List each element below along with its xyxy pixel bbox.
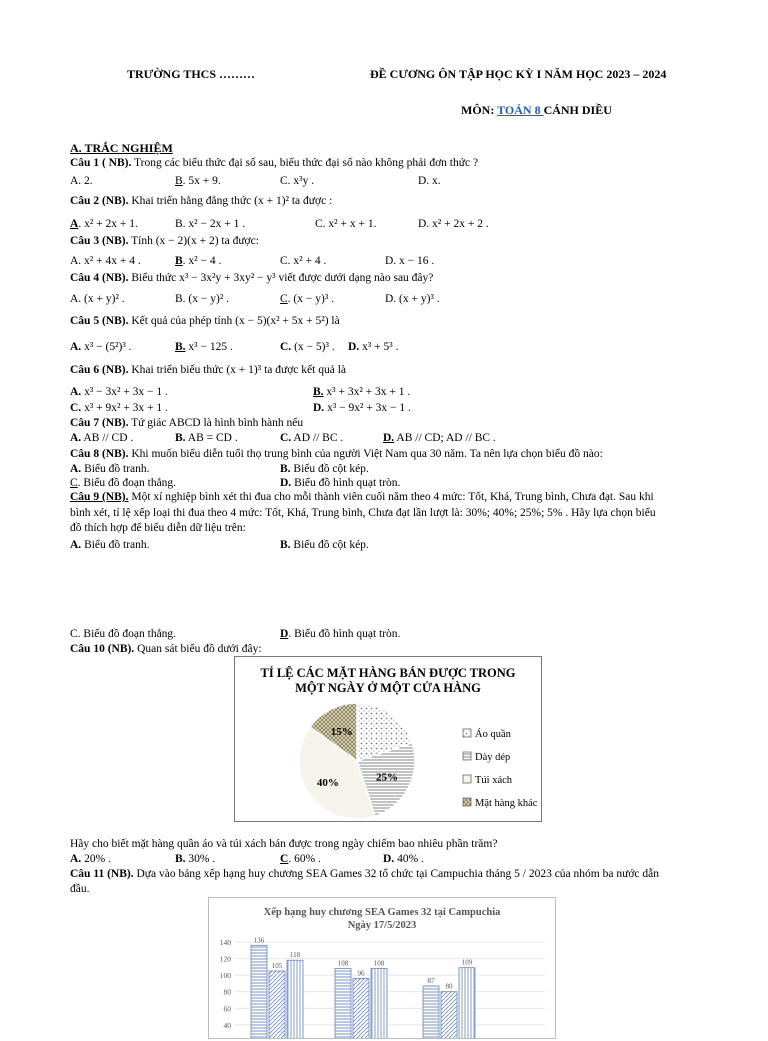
bar-value-label: 136 — [253, 936, 265, 945]
bar-mark — [335, 969, 351, 1038]
q7-opt-b — [175, 432, 238, 444]
subject-line — [461, 103, 612, 118]
subject-link[interactable]: TOÁN 8 — [497, 103, 544, 117]
q6-opt-d — [313, 402, 411, 414]
q7-c-text: AD // BC . — [291, 432, 344, 444]
q4-opt-a: A. (x + y)² . — [70, 293, 125, 305]
q8-opt-d — [280, 477, 400, 489]
q7-a-text: AB // CD . — [81, 432, 134, 444]
q8-stem — [70, 448, 603, 460]
q7-stem — [70, 417, 303, 429]
q3-opt-a: A. x² + 4x + 4 . — [70, 255, 141, 267]
q7-d-letter: D. — [383, 432, 395, 444]
q2-stem — [70, 195, 332, 207]
pie-legend-label: Áo quần — [475, 729, 511, 740]
q5-d-text: x³ + 5³ . — [359, 341, 399, 353]
q6-c-text: x³ + 9x² + 3x + 1 . — [81, 402, 168, 414]
q3-b-letter: B — [175, 255, 183, 267]
q6-d-letter: D. — [313, 402, 325, 414]
bar-mark — [459, 968, 475, 1038]
subject-prefix: MÔN: — [461, 103, 498, 117]
q6-label: Câu 6 (NB). — [70, 364, 129, 376]
q6-a-letter: A. — [70, 386, 82, 398]
bar-ytick-label: 100 — [219, 971, 231, 981]
q11-text-line1: Dựa vào bảng xếp hạng huy chương SEA Games 32 tổ chức tại Campuchia tháng 5 / 2023 của nhóm ba nước dẫn — [133, 868, 659, 880]
q5-a-text: x³ − (5²)³ . — [81, 341, 132, 353]
school-name: TRƯỜNG THCS ……… — [127, 67, 256, 81]
q2-opt-c: C. x² + x + 1. — [315, 218, 377, 230]
q5-opt-d — [348, 341, 398, 353]
bar-mark — [441, 992, 457, 1038]
pie-slice-label: 15% — [330, 726, 353, 739]
bar-value-label: 105 — [271, 962, 283, 970]
q6-c-letter: C. — [70, 402, 82, 414]
q4-opt-d: D. (x + y)³ . — [385, 293, 440, 305]
q1-b-text: . 5x + 9. — [182, 175, 221, 187]
q7-b-text: AB = CD . — [185, 432, 238, 444]
q2-opt-d: D. x² + 2x + 2 . — [418, 218, 489, 230]
q4-c-letter: C — [280, 293, 288, 305]
q9-stem-line2: bình xét, tỉ lệ xếp loại thi đua theo 4 mức: Tốt, Khá, Trung bình, Chưa đạt lần lượt là: 30%; 40%; 25%; 5% . Hãy lựa chọn biểu — [70, 507, 656, 519]
bar-ytick-label: 140 — [219, 938, 231, 947]
bar-mark — [371, 969, 387, 1038]
pie-chart — [235, 657, 541, 821]
q5-opt-a — [70, 341, 132, 353]
q1-b-letter: B — [175, 175, 183, 187]
q10-b-text: 30% . — [185, 853, 216, 865]
bar-mark — [423, 986, 439, 1038]
q10-opt-c — [280, 853, 321, 865]
bar-value-label: 96 — [357, 969, 365, 978]
q9-stem-line1 — [70, 491, 654, 503]
q10-a-letter: A. — [70, 853, 82, 865]
q10-label: Câu 10 (NB). — [70, 643, 135, 655]
q2-a-letter: A — [70, 218, 79, 230]
q5-b-text: x³ − 125 . — [185, 341, 233, 353]
bar-value-label: 118 — [289, 951, 301, 960]
bar-chart-frame — [208, 897, 556, 1039]
q1-stem — [70, 157, 478, 169]
bar-mark — [353, 978, 369, 1038]
bar-value-label: 80 — [445, 982, 453, 991]
q3-label: Câu 3 (NB). — [70, 235, 129, 247]
q11-stem-line2: đầu. — [70, 883, 90, 895]
q8-a-text: Biểu đồ tranh. — [81, 463, 150, 475]
q10-b-letter: B. — [175, 853, 186, 865]
q9-text-line1: Một xí nghiệp bình xét thi đua cho mỗi thành viên cuối năm theo 4 mức: Tốt, Khá, Trung bình, Chưa đạt. Sau khi — [128, 491, 654, 503]
q3-text: Tính (x − 2)(x + 2) ta được: — [128, 235, 259, 247]
q6-b-text: x³ + 3x² + 3x + 1 . — [323, 386, 411, 398]
q1-opt-c: C. x³y . — [280, 175, 315, 187]
q7-d-text: AB // CD; AD // BC . — [394, 432, 496, 444]
pie-legend-label: Túi xách — [475, 775, 513, 786]
section-a-heading: A. TRẮC NGHIỆM — [70, 141, 173, 155]
q3-stem — [70, 235, 259, 247]
bar-value-label: 108 — [337, 959, 349, 968]
q5-opt-c — [280, 341, 335, 353]
q9-opt-d — [280, 628, 400, 640]
q6-opt-c — [70, 402, 168, 414]
q10-d-text: 40% . — [394, 853, 424, 865]
q8-c-text: . Biểu đồ đoạn thẳng. — [77, 477, 177, 489]
q7-b-letter: B. — [175, 432, 186, 444]
q7-a-letter: A. — [70, 432, 82, 444]
q2-text: Khai triển hằng đẳng thức (x + 1)² ta được : — [128, 195, 333, 207]
q2-a-text: . x² + 2x + 1. — [78, 218, 138, 230]
q8-b-text: Biểu đồ cột kép. — [290, 463, 369, 475]
q1-opt-b — [175, 175, 221, 187]
q4-opt-c — [280, 293, 334, 305]
bar-value-label: 109 — [461, 958, 473, 967]
q10-opt-b — [175, 853, 215, 865]
q8-d-letter: D. — [280, 477, 292, 489]
q4-label: Câu 4 (NB). — [70, 272, 129, 284]
q8-opt-b — [280, 463, 369, 475]
q9-b-letter: B. — [280, 539, 291, 551]
q11-label: Câu 11 (NB). — [70, 868, 134, 880]
q8-c-letter: C — [70, 477, 78, 489]
q9-d-letter: D — [280, 628, 289, 640]
q10-question: Hãy cho biết mặt hàng quần áo và túi xách bán được trong ngày chiếm bao nhiêu phần trăm? — [70, 838, 498, 850]
q6-text: Khai triển biểu thức (x + 1)³ ta được kết quả là — [128, 364, 346, 376]
q8-a-letter: A. — [70, 463, 82, 475]
q5-c-letter: C. — [280, 341, 292, 353]
q5-c-text: (x − 5)³ . — [291, 341, 335, 353]
q1-opt-d: D. x. — [418, 175, 441, 187]
q10-opt-a — [70, 853, 111, 865]
q6-stem — [70, 364, 346, 376]
q7-opt-d — [383, 432, 496, 444]
q9-opt-a — [70, 539, 150, 551]
q5-label: Câu 5 (NB). — [70, 315, 129, 327]
pie-legend-swatch — [463, 798, 471, 806]
pie-legend-label: Dày dép — [475, 752, 511, 763]
document-title: ĐỀ CƯƠNG ÔN TẬP HỌC KỲ I NĂM HỌC 2023 – 2024 — [370, 67, 667, 81]
q9-label: Câu 9 (NB). — [70, 491, 129, 503]
bar-ytick-label: 60 — [223, 1004, 231, 1014]
q10-c-text: . 60% . — [288, 853, 321, 865]
q5-stem — [70, 315, 340, 327]
q3-b-text: . x² − 4 . — [182, 255, 222, 267]
q5-text: Kết quả của phép tính (x − 5)(x² + 5x + 5²) là — [128, 315, 340, 327]
q3-opt-b — [175, 255, 221, 267]
q4-opt-b: B. (x − y)² . — [175, 293, 230, 305]
q5-a-letter: A. — [70, 341, 82, 353]
q1-text: Trong các biểu thức đại số sau, biểu thức đại số nào không phải đơn thức ? — [131, 157, 479, 169]
q11-stem-line1 — [70, 868, 659, 880]
q7-opt-a — [70, 432, 133, 444]
q10-a-text: 20% . — [81, 853, 111, 865]
pie-legend-swatch — [463, 775, 471, 783]
q6-opt-a — [70, 386, 168, 398]
pie-slice-label: 40% — [316, 777, 339, 790]
pie-chart-frame — [234, 656, 542, 822]
q1-opt-a: A. 2. — [70, 175, 93, 187]
q10-opt-d — [383, 853, 424, 865]
bar-title-line1: Xếp hạng huy chương SEA Games 32 tại Campuchia — [263, 907, 501, 918]
q9-stem-line3: đồ thích hợp để biểu diễn dữ liệu trên: — [70, 522, 246, 534]
pie-title-line1: TỈ LỆ CÁC MẶT HÀNG BÁN ĐƯỢC TRONG — [260, 666, 516, 680]
q7-text: Tứ giác ABCD là hình bình hành nếu — [128, 417, 304, 429]
q2-label: Câu 2 (NB). — [70, 195, 129, 207]
q8-text: Khi muốn biểu diễn tuổi thọ trung bình của người Việt Nam qua 30 năm. Ta nên lựa chọn biểu đồ nào: — [128, 448, 603, 460]
q9-opt-b — [280, 539, 369, 551]
q9-b-text: Biểu đồ cột kép. — [290, 539, 369, 551]
q10-d-letter: D. — [383, 853, 395, 865]
q4-stem — [70, 272, 433, 284]
q6-opt-b — [313, 386, 410, 398]
q7-c-letter: C. — [280, 432, 292, 444]
bar-ytick-label: 80 — [223, 987, 231, 997]
q2-opt-b: B. x² − 2x + 1 . — [175, 218, 246, 230]
q5-d-letter: D. — [348, 341, 360, 353]
q8-opt-a — [70, 463, 150, 475]
bar-value-label: 87 — [427, 976, 435, 985]
bar-chart — [209, 898, 555, 1038]
q9-opt-c: C. Biểu đồ đoạn thẳng. — [70, 628, 177, 640]
q10-c-letter: C — [280, 853, 289, 865]
q6-b-letter: B. — [313, 386, 324, 398]
pie-slice-label: 25% — [375, 771, 398, 784]
bar-value-label: 108 — [373, 959, 385, 968]
q7-opt-c — [280, 432, 343, 444]
pie-legend-swatch — [463, 729, 471, 737]
subject-suffix: CÁNH DIỀU — [543, 103, 612, 117]
q9-a-text: Biểu đồ tranh. — [81, 539, 150, 551]
q8-label: Câu 8 (NB). — [70, 448, 129, 460]
pie-legend-swatch — [463, 752, 471, 760]
q7-label: Câu 7 (NB). — [70, 417, 129, 429]
pie-title-line2: MỘT NGÀY Ở MỘT CỬA HÀNG — [295, 681, 481, 695]
q8-b-letter: B. — [280, 463, 291, 475]
pie-legend-label: Mặt hàng khác — [475, 798, 538, 809]
q6-d-text: x³ − 9x² + 3x − 1 . — [324, 402, 411, 414]
q1-label: Câu 1 ( NB). — [70, 157, 132, 169]
q4-c-text: . (x − y)³ . — [287, 293, 335, 305]
q5-opt-b — [175, 341, 233, 353]
q8-opt-c — [70, 477, 176, 489]
q6-a-text: x³ − 3x² + 3x − 1 . — [81, 386, 168, 398]
q3-opt-d: D. x − 16 . — [385, 255, 435, 267]
bar-ytick-label: 120 — [219, 954, 231, 964]
bar-mark — [269, 971, 285, 1038]
q4-text: Biểu thức x³ − 3x²y + 3xy² − y³ viết được dưới dạng nào sau đây? — [128, 272, 434, 284]
bar-mark — [251, 945, 267, 1038]
q3-opt-c: C. x² + 4 . — [280, 255, 327, 267]
bar-ytick-label: 40 — [223, 1020, 231, 1030]
q5-b-letter: B. — [175, 341, 186, 353]
q2-opt-a — [70, 218, 138, 230]
q10-stem — [70, 643, 262, 655]
q9-a-letter: A. — [70, 539, 82, 551]
q8-d-text: Biểu đồ hình quạt tròn. — [291, 477, 401, 489]
bar-title-line2: Ngày 17/5/2023 — [347, 920, 417, 931]
bar-mark — [287, 960, 303, 1038]
q9-d-text: . Biểu đồ hình quạt tròn. — [288, 628, 401, 640]
q10-text: Quan sát biểu đồ dưới đây: — [134, 643, 262, 655]
